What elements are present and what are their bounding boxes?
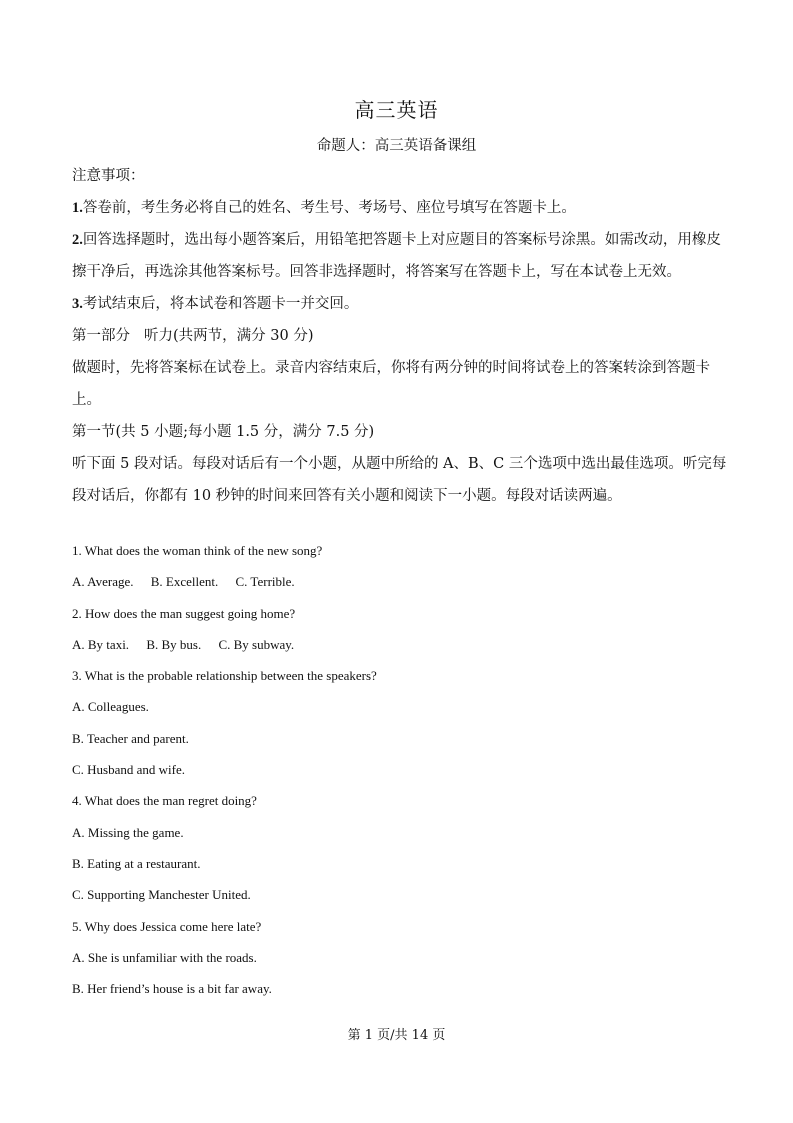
option-b: B. By bus.	[146, 636, 202, 652]
notice-item-number: 1.	[72, 200, 83, 216]
page-number: 第 1 页/共 14 页	[347, 1028, 446, 1043]
part1-heading	[72, 320, 728, 352]
option-c: C. Supporting Manchester United.	[72, 887, 251, 903]
option-a: A. Average.	[72, 574, 134, 590]
section1-heading: 第一节(共 5 小题;每小题 1.5 分，满分 7.5 分)	[72, 424, 375, 440]
question-list	[72, 535, 728, 1004]
notice-heading: 注意事项：	[72, 168, 145, 184]
section1-instruction: 听下面 5 段对话。每段对话后有一个小题，从题中所给的 A、B、C 三个选项中选出最佳选项。听完每段对话后，你都有 10 秒钟的时间来回答有关小题和阅读下一小题。每段对话读两遍。	[72, 456, 727, 504]
question-3: 3. What is the probable relationship between the speakers?	[72, 668, 377, 684]
part1-label: 第一部分	[72, 328, 130, 344]
option-b: B. Excellent.	[150, 574, 219, 590]
option-c: C. By subway.	[218, 636, 295, 652]
question-2: 2. How does the man suggest going home?	[72, 605, 296, 621]
notice-item-2	[72, 224, 728, 288]
part1-title: 听力(共两节，满分 30 分)	[144, 328, 314, 344]
notice-item-1	[72, 192, 728, 224]
option-b: B. Teacher and parent.	[72, 730, 189, 746]
options-1	[72, 566, 728, 597]
author-line: 命题人：高三英语备课组	[316, 138, 477, 154]
question-4: 4. What does the man regret doing?	[72, 793, 257, 809]
option-b: B. Eating at a restaurant.	[72, 855, 201, 871]
notice-item-text: 考试结束后，将本试卷和答题卡一并交回。	[82, 296, 359, 312]
option-c: C. Husband and wife.	[72, 762, 186, 778]
notice-item-text: 回答选择题时，选出每小题答案后，用铅笔把答题卡上对应题目的答案标号涂黑。如需改动，用橡皮擦干净后，再选涂其他答案标号。回答非选择题时，将答案写在答题卡上，写在本试卷上无效。	[72, 232, 721, 280]
page-title: 高三英语	[354, 98, 439, 122]
notice-item-number: 2.	[72, 232, 83, 248]
option-a: A. Colleagues.	[72, 699, 149, 715]
notice-item-text: 答卷前，考生务必将自己的姓名、考生号、考场号、座位号填写在答题卡上。	[82, 200, 576, 216]
options-2	[72, 629, 728, 660]
notice-item-3	[72, 288, 728, 320]
question-5: 5. Why does Jessica come here late?	[72, 918, 262, 934]
option-a: A. She is unfamiliar with the roads.	[72, 949, 257, 965]
part1-instruction: 做题时，先将答案标在试卷上。录音内容结束后，你将有两分钟的时间将试卷上的答案转涂到答题卡上。	[72, 360, 710, 408]
question-1: 1. What does the woman think of the new song?	[72, 543, 323, 558]
option-c: C. Terrible.	[235, 574, 295, 590]
option-b: B. Her friend’s house is a bit far away.	[72, 981, 272, 997]
option-a: A. By taxi.	[72, 636, 130, 652]
notice-item-number: 3.	[72, 296, 83, 312]
option-a: A. Missing the game.	[72, 824, 184, 840]
notice-section	[72, 160, 728, 512]
